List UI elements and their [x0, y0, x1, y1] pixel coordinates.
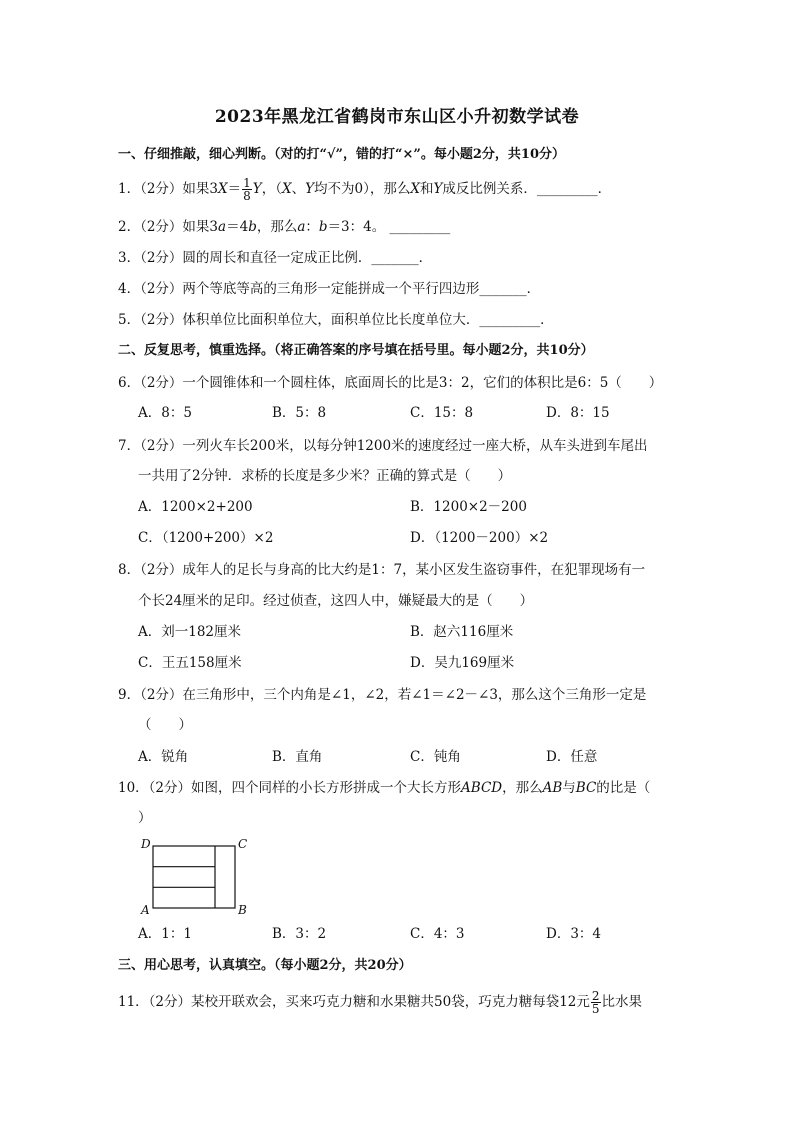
q8-option-c: C．王五158厘米	[138, 655, 242, 671]
big-rectangle	[153, 846, 235, 908]
q6-option-b: B．5：8	[272, 405, 327, 421]
question-5: 5．（2分）体积单位比面积单位大，面积单位比长度单位大．_________．	[118, 312, 554, 328]
q7-option-b: B．1200×2－200	[410, 499, 527, 515]
q8-option-b: B．赵六116厘米	[410, 624, 514, 640]
page-title: 2023年黑龙江省鹤岗市东山区小升初数学试卷	[214, 107, 580, 127]
question-2: 2．（2分）如果3a＝4b，那么a：b＝3：4。 _________	[118, 219, 451, 235]
q10-option-b: B．3：2	[272, 926, 327, 942]
fraction-two-fifths: $\frac{2}{5}$	[591, 989, 600, 1016]
question-8-line-1: 8．（2分）成年人的足长与身高的比大约是1：7，某小区发生盗窃事件，在犯罪现场有一	[118, 562, 646, 578]
rectangle-abcd-diagram	[138, 836, 253, 916]
question-3: 3．（2分）圆的周长和直径一定成正比例．_______．	[118, 250, 433, 266]
question-4: 4．（2分）两个等底等高的三角形一定能拼成一个平行四边形_______．	[118, 281, 541, 297]
q8-option-d: D．吴九169厘米	[410, 655, 515, 671]
label-b: B	[238, 903, 247, 916]
q6-option-c: C．15：8	[410, 405, 474, 421]
q6-option-a: A．8：5	[138, 405, 192, 421]
q7-option-d: D．（1200－200）×2	[410, 530, 549, 546]
q9-option-a: A．锐角	[138, 749, 189, 765]
question-11: 11．（2分）某校开联欢会，买来巧克力糖和水果糖共50袋，巧克力糖每袋12元 $\frac{2}{5}$ 比水果	[118, 989, 643, 1016]
question-1: 1．（2分）如果3X＝ $\frac{1}{8}$ Y，（X、Y均不为0），那么X和Y成反比例关系．_________．	[118, 176, 612, 203]
label-a: A	[141, 903, 150, 916]
q7-option-c: C．（1200+200）×2	[138, 530, 274, 546]
question-7-line-2: 一共用了2分钟．求桥的长度是多少米？正确的算式是（ ）	[138, 468, 512, 484]
section-3-heading: 三、用心思考，认真填空。（每小题2分，共20分）	[118, 958, 412, 973]
question-10-line-2: ）	[138, 810, 152, 826]
q10-option-c: C．4：3	[410, 926, 465, 942]
q10-option-d: D．3：4	[546, 926, 602, 942]
q7-option-a: A．1200×2+200	[138, 499, 253, 515]
question-9-line-1: 9．（2分）在三角形中，三个内角是∠1，∠2，若∠1＝∠2－∠3，那么这个三角形一定是	[118, 687, 647, 703]
section-1-heading: 一、仔细推敲，细心判断。（对的打“√”，错的打“×”。每小题2分，共10分）	[118, 147, 565, 162]
question-10-line-1: 10．（2分）如图，四个同样的小长方形拼成一个大长方形ABCD，那么AB与BC的比是（	[118, 780, 651, 796]
question-7-line-1: 7．（2分）一列火车长200米，以每分钟1200米的速度经过一座大桥，从车头进到车尾出	[118, 438, 648, 454]
q9-option-c: C．钝角	[410, 749, 461, 765]
q9-option-b: B．直角	[272, 749, 323, 765]
q10-option-a: A．1：1	[138, 926, 192, 942]
q9-option-d: D．任意	[546, 749, 598, 765]
question-8-line-2: 个长24厘米的足印。经过侦查，这四人中，嫌疑最大的是（ ）	[138, 593, 534, 609]
question-6: 6．（2分）一个圆锥体和一个圆柱体，底面周长的比是3：2，它们的体积比是6：5（ ）	[118, 375, 663, 391]
section-2-heading: 二、反复思考，慎重选择。（将正确答案的序号填在括号里。每小题2分，共10分）	[118, 343, 594, 358]
q6-option-d: D．8：15	[546, 405, 610, 421]
q8-option-a: A．刘一182厘米	[138, 624, 242, 640]
fraction-one-eighth: $\frac{1}{8}$	[243, 176, 251, 203]
label-d: D	[141, 837, 151, 851]
label-c: C	[238, 837, 248, 851]
question-9-line-2: （ ）	[138, 717, 192, 733]
